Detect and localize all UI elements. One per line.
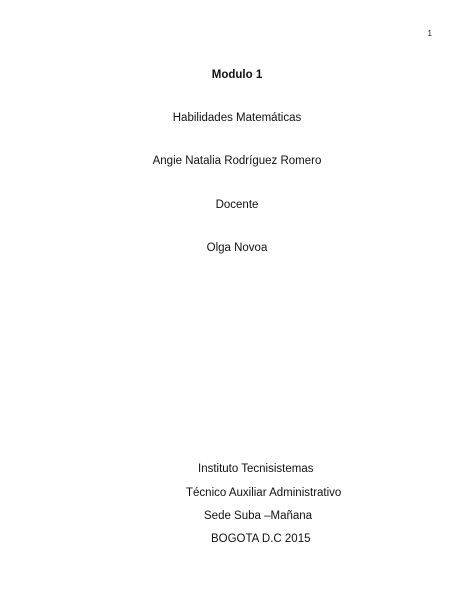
city-year: BOGOTA D.C 2015 bbox=[211, 533, 311, 545]
role-label: Docente bbox=[215, 199, 259, 211]
program-name: Técnico Auxiliar Administrativo bbox=[186, 487, 342, 499]
teacher-name: Olga Novoa bbox=[206, 242, 268, 254]
document-title: Modulo 1 bbox=[211, 69, 263, 81]
institution-name: Instituto Tecnisistemas bbox=[198, 463, 314, 475]
subject-line: Habilidades Matemáticas bbox=[172, 112, 302, 124]
page-number: 1 bbox=[427, 29, 432, 38]
author-name: Angie Natalia Rodríguez Romero bbox=[152, 155, 322, 167]
campus-name: Sede Suba –Mañana bbox=[204, 510, 313, 522]
